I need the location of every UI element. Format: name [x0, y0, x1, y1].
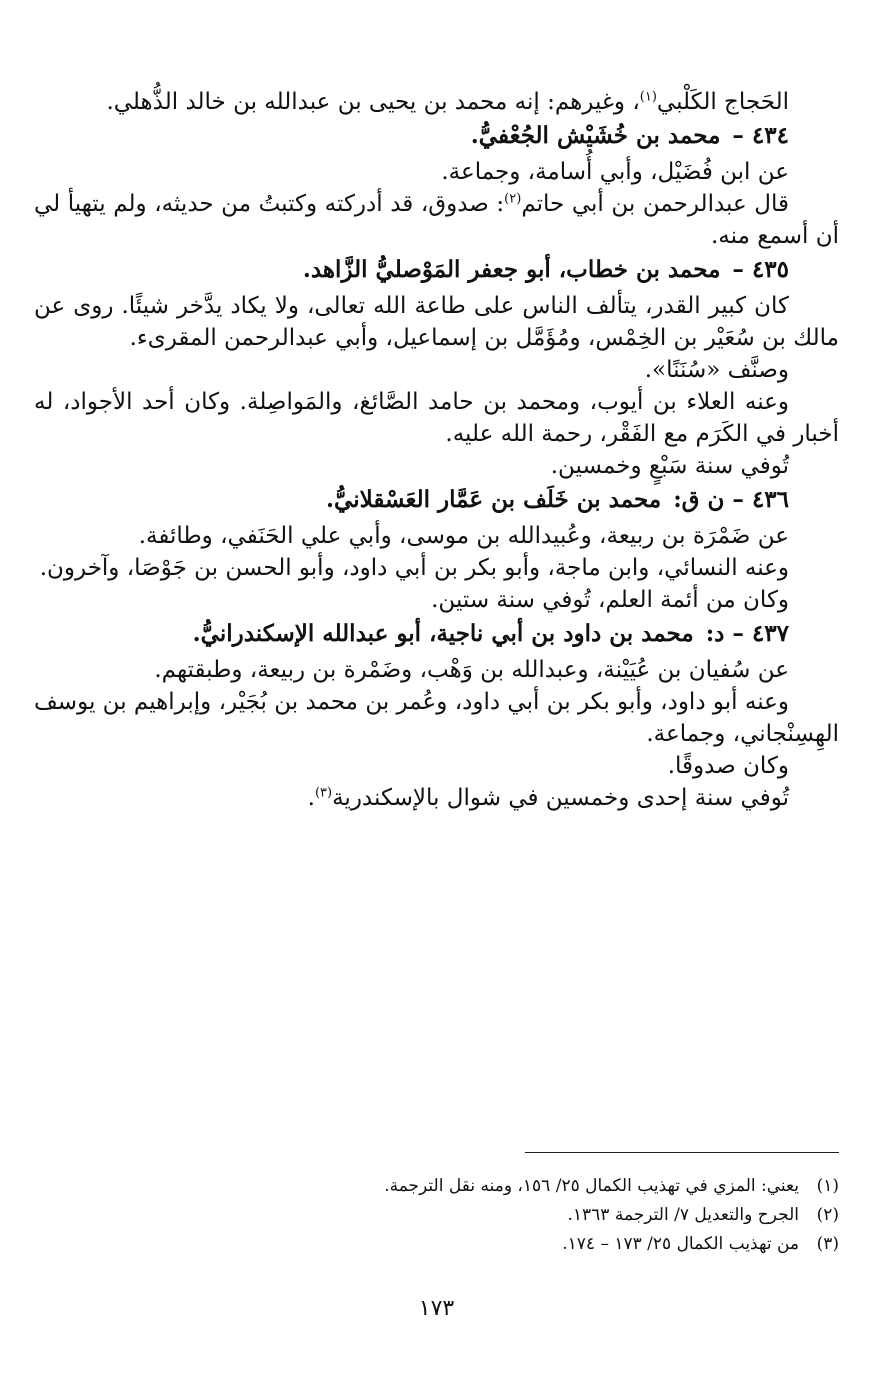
entry-number: ٤٣٥ –	[732, 256, 789, 283]
entry-435-line: وصنَّف «سُنَنًا».	[644, 357, 789, 383]
footnote-text: من تهذيب الكمال ٢٥/ ١٧٣ – ١٧٤.	[562, 1234, 799, 1254]
entry-436-line: وعنه النسائي، وابن ماجة، وأبو بكر بن أبي داود، وأبو الحسن بن جَوْصَا، وآخرون.	[39, 555, 789, 581]
text-span: تُوفي سنة إحدى وخمسين في شوال بالإسكندرية	[332, 785, 789, 811]
footnote-1	[60, 1172, 839, 1201]
entry-435-line: تُوفي سنة سَبْعٍ وخمسين.	[550, 453, 789, 479]
text-span: قال عبدالرحمن بن أبي حاتم	[521, 191, 789, 217]
entry-435-line: وعنه العلاء بن أيوب، ومحمد بن حامد الصَّائغ، والمَواصِلة. وكان أحد الأجواد، له أخبار في الكَرَم مع الفَقْر، رحمة الله عليه.	[34, 389, 839, 447]
entry-436-line: وكان من أئمة العلم، تُوفي سنة ستين.	[431, 587, 789, 613]
entry-name: محمد بن داود بن أبي ناجية، أبو عبدالله الإسكندرانيُّ.	[192, 620, 694, 647]
text-span: الحَجاج الكَلْبي	[656, 89, 789, 115]
entry-heading-436	[34, 484, 839, 516]
footnote-3	[60, 1230, 839, 1259]
footnote-ref-3: (٣)	[314, 785, 333, 801]
entry-435-line: كان كبير القدر، يتألف الناس على طاعة الله تعالى، ولا يكاد يدَّخر شيئًا. روى عن مالك بن سُعَيْر بن الخِمْس، ومُؤَمَّل بن إسماعيل، وأبي عبدالرحمن المقرىء.	[34, 293, 839, 351]
entry-name: محمد بن خُشَيْش الجُعْفيُّ.	[470, 122, 721, 149]
footnote-2	[60, 1201, 839, 1230]
entry-heading-435	[34, 254, 839, 286]
entry-name: محمد بن خَلَف بن عَمَّار العَسْقلانيُّ.	[326, 486, 662, 513]
footnote-text: يعني: المزي في تهذيب الكمال ٢٥/ ١٥٦، ومنه نقل الترجمة.	[384, 1176, 799, 1196]
main-text	[34, 86, 839, 814]
entry-437-line: عن سُفيان بن عُيَيْنة، وعبدالله بن وَهْب، وضَمْرة بن ربيعة، وطبقتهم.	[154, 657, 789, 683]
entry-436-line: عن ضَمْرَة بن ربيعة، وعُبيدالله بن موسى، وأبي علي الحَنَفي، وطائفة.	[138, 523, 789, 549]
entry-name: محمد بن خطاب، أبو جعفر المَوْصليُّ الزَّاهد.	[302, 256, 721, 283]
text-span: .	[307, 785, 315, 811]
text-span: ، وغيرهم: إنه محمد بن يحيى بن عبدالله بن خالد الذُّهلي.	[106, 89, 640, 115]
entry-heading-437	[34, 618, 839, 650]
footnote-mark: (٢)	[816, 1205, 839, 1225]
entry-434-line: عن ابن فُضَيْل، وأبي أُسامة، وجماعة.	[441, 159, 789, 185]
entry-437-line: وكان صدوقًا.	[667, 753, 789, 779]
footnote-mark: (٣)	[816, 1234, 839, 1254]
footnote-mark: (١)	[816, 1176, 839, 1196]
entry-434-line	[34, 188, 839, 252]
entry-437-line: وعنه أبو داود، وأبو بكر بن أبي داود، وعُمر بن محمد بن بُجَيْر، وإبراهيم بن يوسف الهِسِنْجاني، وجماعة.	[34, 689, 839, 747]
paragraph-continuation	[34, 86, 839, 118]
footnote-text: الجرح والتعديل ٧/ الترجمة ١٣٦٣.	[567, 1205, 799, 1225]
footnotes	[60, 1172, 839, 1259]
footnote-ref-1: (١)	[639, 89, 657, 105]
entry-number: ٤٣٧ – د:	[705, 620, 789, 647]
text-span: : صدوق، قد أدركته وكتبتُ من حديثه، ولم يتهيأ لي أن أسمع منه.	[34, 191, 839, 249]
footnote-ref-2: (٢)	[504, 191, 522, 207]
entry-437-line	[34, 782, 839, 814]
entry-number: ٤٣٤ –	[732, 122, 789, 149]
page-number: ١٧٣	[418, 1296, 455, 1321]
entry-heading-434	[34, 120, 839, 152]
entry-number: ٤٣٦ – ن ق:	[673, 486, 789, 513]
footnote-separator	[525, 1152, 839, 1153]
